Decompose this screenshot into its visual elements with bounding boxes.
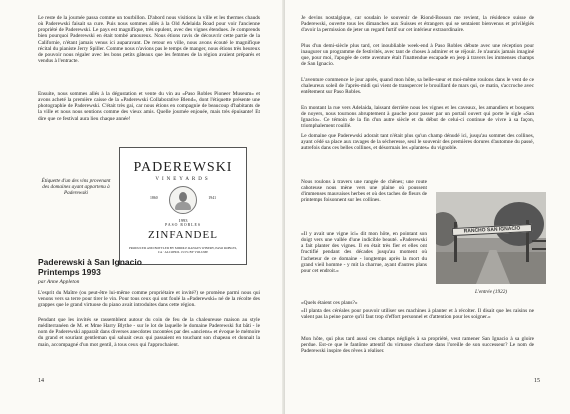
wine-label-location: PASO ROBLES	[165, 223, 201, 227]
photo-caption: L'entrée (1922)	[474, 289, 508, 295]
wine-label-variety: ZINFANDEL	[148, 229, 218, 241]
left-paragraph-2: Ensuite, nous sommes allés à la dégustation et vente du vin au «Paso Robles Pioneer Museum» et avons acheté la première caisse de la «Paderewski Collaborative Blend», dont l'étiquette présente une photographie de Paderewski. C'était très gai, car nous étions en compagnie de beaucoup d'habitants de la ville et nous nous sentions comme des vieux amis. Quelle journée enjouée, mais très épuisante! Et dire que ce festival aura lieu chaque année!	[38, 91, 260, 122]
article-subtitle: Printemps 1993	[38, 267, 101, 277]
wine-label-brand: PADEREWSKI	[133, 160, 233, 175]
wine-label-caption: Étiquette d'un des vins provenant des domaines ayant appartenu à Paderewski	[41, 178, 111, 197]
wine-label-year-left: 1860	[150, 196, 158, 200]
page-number-right: 15	[534, 378, 540, 384]
ranch-sign: RANCHO SAN IGNACIO	[452, 224, 532, 236]
right-paragraph-3: L'aventure commence le jour après, quand mon hôte, sa belle-sœur et moi-même roulons dans le vent de ce chaleureux soleil de l'après-midi qui vient de transpercer le brouillard de mars qui, ce matin, s'accroche avec entêtement sur Paso Robles.	[301, 77, 534, 96]
wine-label-image	[119, 147, 247, 265]
right-paragraph-10: Mon hôte, qui plus tard aussi ces champs négligés à sa propriété, veut ramener San Ignacio à sa gloire perdue. Est-ce que le fantôme attentif du virtuose chuchote dans l'oreille de son successeur? Le nom de Paderewski inspire des rêves à réaliser.	[301, 336, 534, 355]
left-paragraph-3: L'esprit du Maître (ou peut-être lui-même comme propriétaire et invité?) se promène parmi nous qui venons vers sa terre pour tirer le vin. Pour tous ceux qui ont foulé la «Paderewski» né de la récolte des grappes que le grand virtuose du piano avait introduites dans cette région.	[38, 290, 260, 309]
right-paragraph-4: En montant la rue vers Adelaida, laissant derrière nous les vignes et les caveaux, les amandiers et bosquets de noyers, nous tournons abruptement à gauche pour passer par un portail ouvert qui porte le sigle «San Ignacio». Ce témoin de la fin d'un autre siècle et du début de celui-ci continue de vivre à sa façon, triomphalement rouillé.	[301, 105, 534, 130]
portrait-medallion	[169, 186, 197, 214]
article-title: Paderewski à San Ignacio	[38, 257, 142, 267]
article-byline: par Anne Appleton	[38, 279, 80, 285]
wine-label-subtitle: VINEYARDS	[155, 177, 211, 182]
wine-label-fine-print: PRODUCED AND BOTTLED BY MIDDLE RANGES WINERY, PASO ROBLES, CA · ALCOHOL 13.5% BY VOLUME	[128, 246, 238, 254]
right-paragraph-8: «Quels étaient ces plans?»	[301, 300, 358, 306]
left-paragraph-4: Pendant que les invités se rassemblent autour du coin de feu de la chaleureuse maison au style méditerranéen de M. et Mme Harry Blythe - sur le lot de laquelle le domaine Paderewski fut bâti - le nom de Paderewski apparaît dans diverses anecdotes racontées par des «anciens» et évoque le mémoire du grand et souriant gentleman qui saluait ceux qui passaient en touchant son chapeau et donnait la main, accompagné d'un mot gentil, à tous ceux qui l'approchaient.	[38, 317, 260, 348]
left-paragraph-1: Le reste de la journée passa comme un tourbillon. D'abord nous visitions la ville et les thermes chauds où Paderewski faisait sa cure. Puis nous sommes allés à la Old Adelaida Road pour voir l'ancienne propriété de Paderewski. Le pays est magnifique, très opulent, avec des vignes étendues. Je comprends bien pourquoi Paderewski en était tombé amoureux. Nous étions ravis de découvrir cette partie de la Californie, n'étant jamais venus ici auparavant. De retour en ville, nous avons écouté le magnifique récital du pianiste Jerry Spiller. Comme nous n'avions pas le temps de manger, nous étions très heureux de pouvoir nous régaler avec les bons petits gâteaux que les femmes de la région avaient préparés et vendus à l'entracte.	[38, 15, 260, 65]
right-paragraph-6: Nous roulons à travers une rangée de chênes; une route cahoteuse nous mène vers une plaine où poussent d'immenses mauvaises herbes et où des taches de fleurs de printemps foisonnent sur les collines.	[301, 179, 427, 204]
right-paragraph-7: «Il y avait une vigne ici» dit mon hôte, en pointant son doigt vers une vallée d'une indicible beauté. «Paderewski a fait planter des vignes. Il en était très fier et elles ont fructifié pendant des décades jusqu'au moment où l'acheteur de ce domaine - longtemps après la mort du grand vieil homme - y mit la charrue, ayant d'autres plans pour cet endroit.»	[301, 231, 427, 274]
wine-label-vintage: 1993	[178, 218, 188, 223]
wine-label-year-right: 1941	[208, 196, 216, 200]
right-paragraph-1: Je devins nostalgique, car soudain le souvenir de Riond-Bosson me revient, la résidence suisse de Paderewski, ouverte tous les dimanches aux Suisses et étrangers qui se sentaient bienvenus et privilégiés d'avoir la permission de jeter un regard furtif sur cet intérieur extraordinaire.	[301, 15, 534, 34]
ranch-entrance-photo	[436, 192, 546, 284]
right-paragraph-2: Plus d'un demi-siècle plus tard, cet inoubliable week-end à Paso Robles débute avec une réception pour inaugurer un programme de festivités, avec tant de choses à admirer et se réjouir. Je n'aurais jamais imaginé que, pour moi, l'apogée de cette aventure était l'inattendue escapade en jeep à travers les immenses champs de San Ignacio.	[301, 43, 534, 68]
right-paragraph-5: Le domaine que Paderewski adorait tant n'était plus qu'un champ dénudé ici, jusqu'au sommet des collines, ayant cédé sa place aux ravages de la sécheresse, seul le souvenir des premières dorures d'automne du passé, autrefois dans ces belles collines, et désormais les «plantes» du vignoble.	[301, 133, 534, 152]
page-number-left: 14	[38, 378, 44, 384]
right-paragraph-9: «Il planta des céréales pour pouvoir utiliser ses machines à planter et à récolter. Il disait que les raisins ne valent pas la peine parce qu'il faut trop d'effort personnel et d'attention pour les soigner.»	[301, 308, 534, 321]
